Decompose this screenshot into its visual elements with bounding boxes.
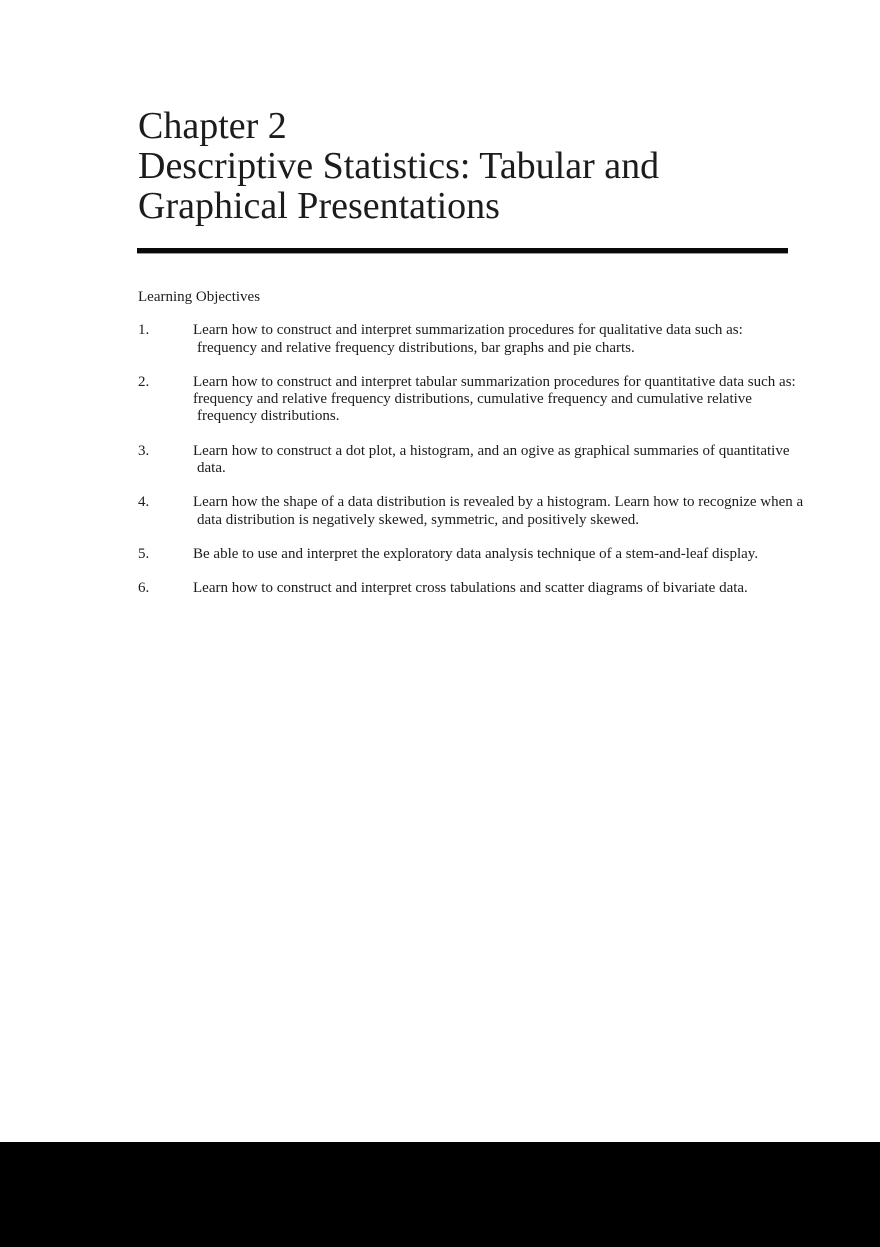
learning-objectives-heading: Learning Objectives bbox=[138, 289, 261, 305]
chapter-title-line-3: Graphical Presentations bbox=[138, 185, 500, 227]
objective-line: data distribution is negatively skewed, symmetric, and positively skewed. bbox=[197, 511, 639, 528]
objective-line: Learn how to construct and interpret cross tabulations and scatter diagrams of bivariate data. bbox=[193, 580, 748, 597]
objective-item bbox=[138, 546, 838, 563]
objective-number: 1. bbox=[138, 322, 150, 339]
chapter-title bbox=[138, 106, 659, 226]
objective-text bbox=[193, 443, 838, 478]
objective-text bbox=[193, 580, 838, 597]
objective-item bbox=[138, 494, 838, 529]
objective-line: Learn how to construct and interpret summarization procedures for qualitative data such as: bbox=[193, 322, 743, 339]
objective-text bbox=[193, 494, 838, 529]
chapter-title-line-2: Descriptive Statistics: Tabular and bbox=[138, 145, 660, 187]
objective-line: frequency distributions. bbox=[197, 408, 340, 425]
chapter-title-line-1: Chapter 2 bbox=[138, 105, 287, 147]
objective-number: 2. bbox=[138, 373, 150, 390]
learning-objectives-section bbox=[138, 289, 838, 615]
objective-line: Learn how the shape of a data distribution is revealed by a histogram. Learn how to recognize when a bbox=[193, 494, 804, 511]
objective-item bbox=[138, 374, 838, 426]
objective-number: 5. bbox=[138, 545, 150, 562]
objective-line: frequency and relative frequency distributions, bar graphs and pie charts. bbox=[197, 339, 635, 356]
bottom-black-bar bbox=[0, 1142, 880, 1247]
objective-line: Be able to use and interpret the exploratory data analysis technique of a stem-and-leaf display. bbox=[193, 545, 759, 562]
objective-line: Learn how to construct a dot plot, a histogram, and an ogive as graphical summaries of quantitative bbox=[193, 442, 790, 459]
objective-text bbox=[193, 546, 838, 563]
objective-line: frequency and relative frequency distributions, cumulative frequency and cumulative relative bbox=[193, 391, 752, 408]
objective-line: data. bbox=[197, 460, 226, 477]
title-divider-rule bbox=[137, 248, 788, 254]
objective-number: 6. bbox=[138, 580, 150, 597]
objective-line: Learn how to construct and interpret tabular summarization procedures for quantitative data such as: bbox=[193, 373, 796, 390]
objective-text bbox=[193, 322, 838, 357]
objective-number: 3. bbox=[138, 442, 150, 459]
objective-number: 4. bbox=[138, 494, 150, 511]
objective-text bbox=[193, 374, 838, 426]
objective-item bbox=[138, 322, 838, 357]
objective-item bbox=[138, 580, 838, 597]
objective-item bbox=[138, 443, 838, 478]
